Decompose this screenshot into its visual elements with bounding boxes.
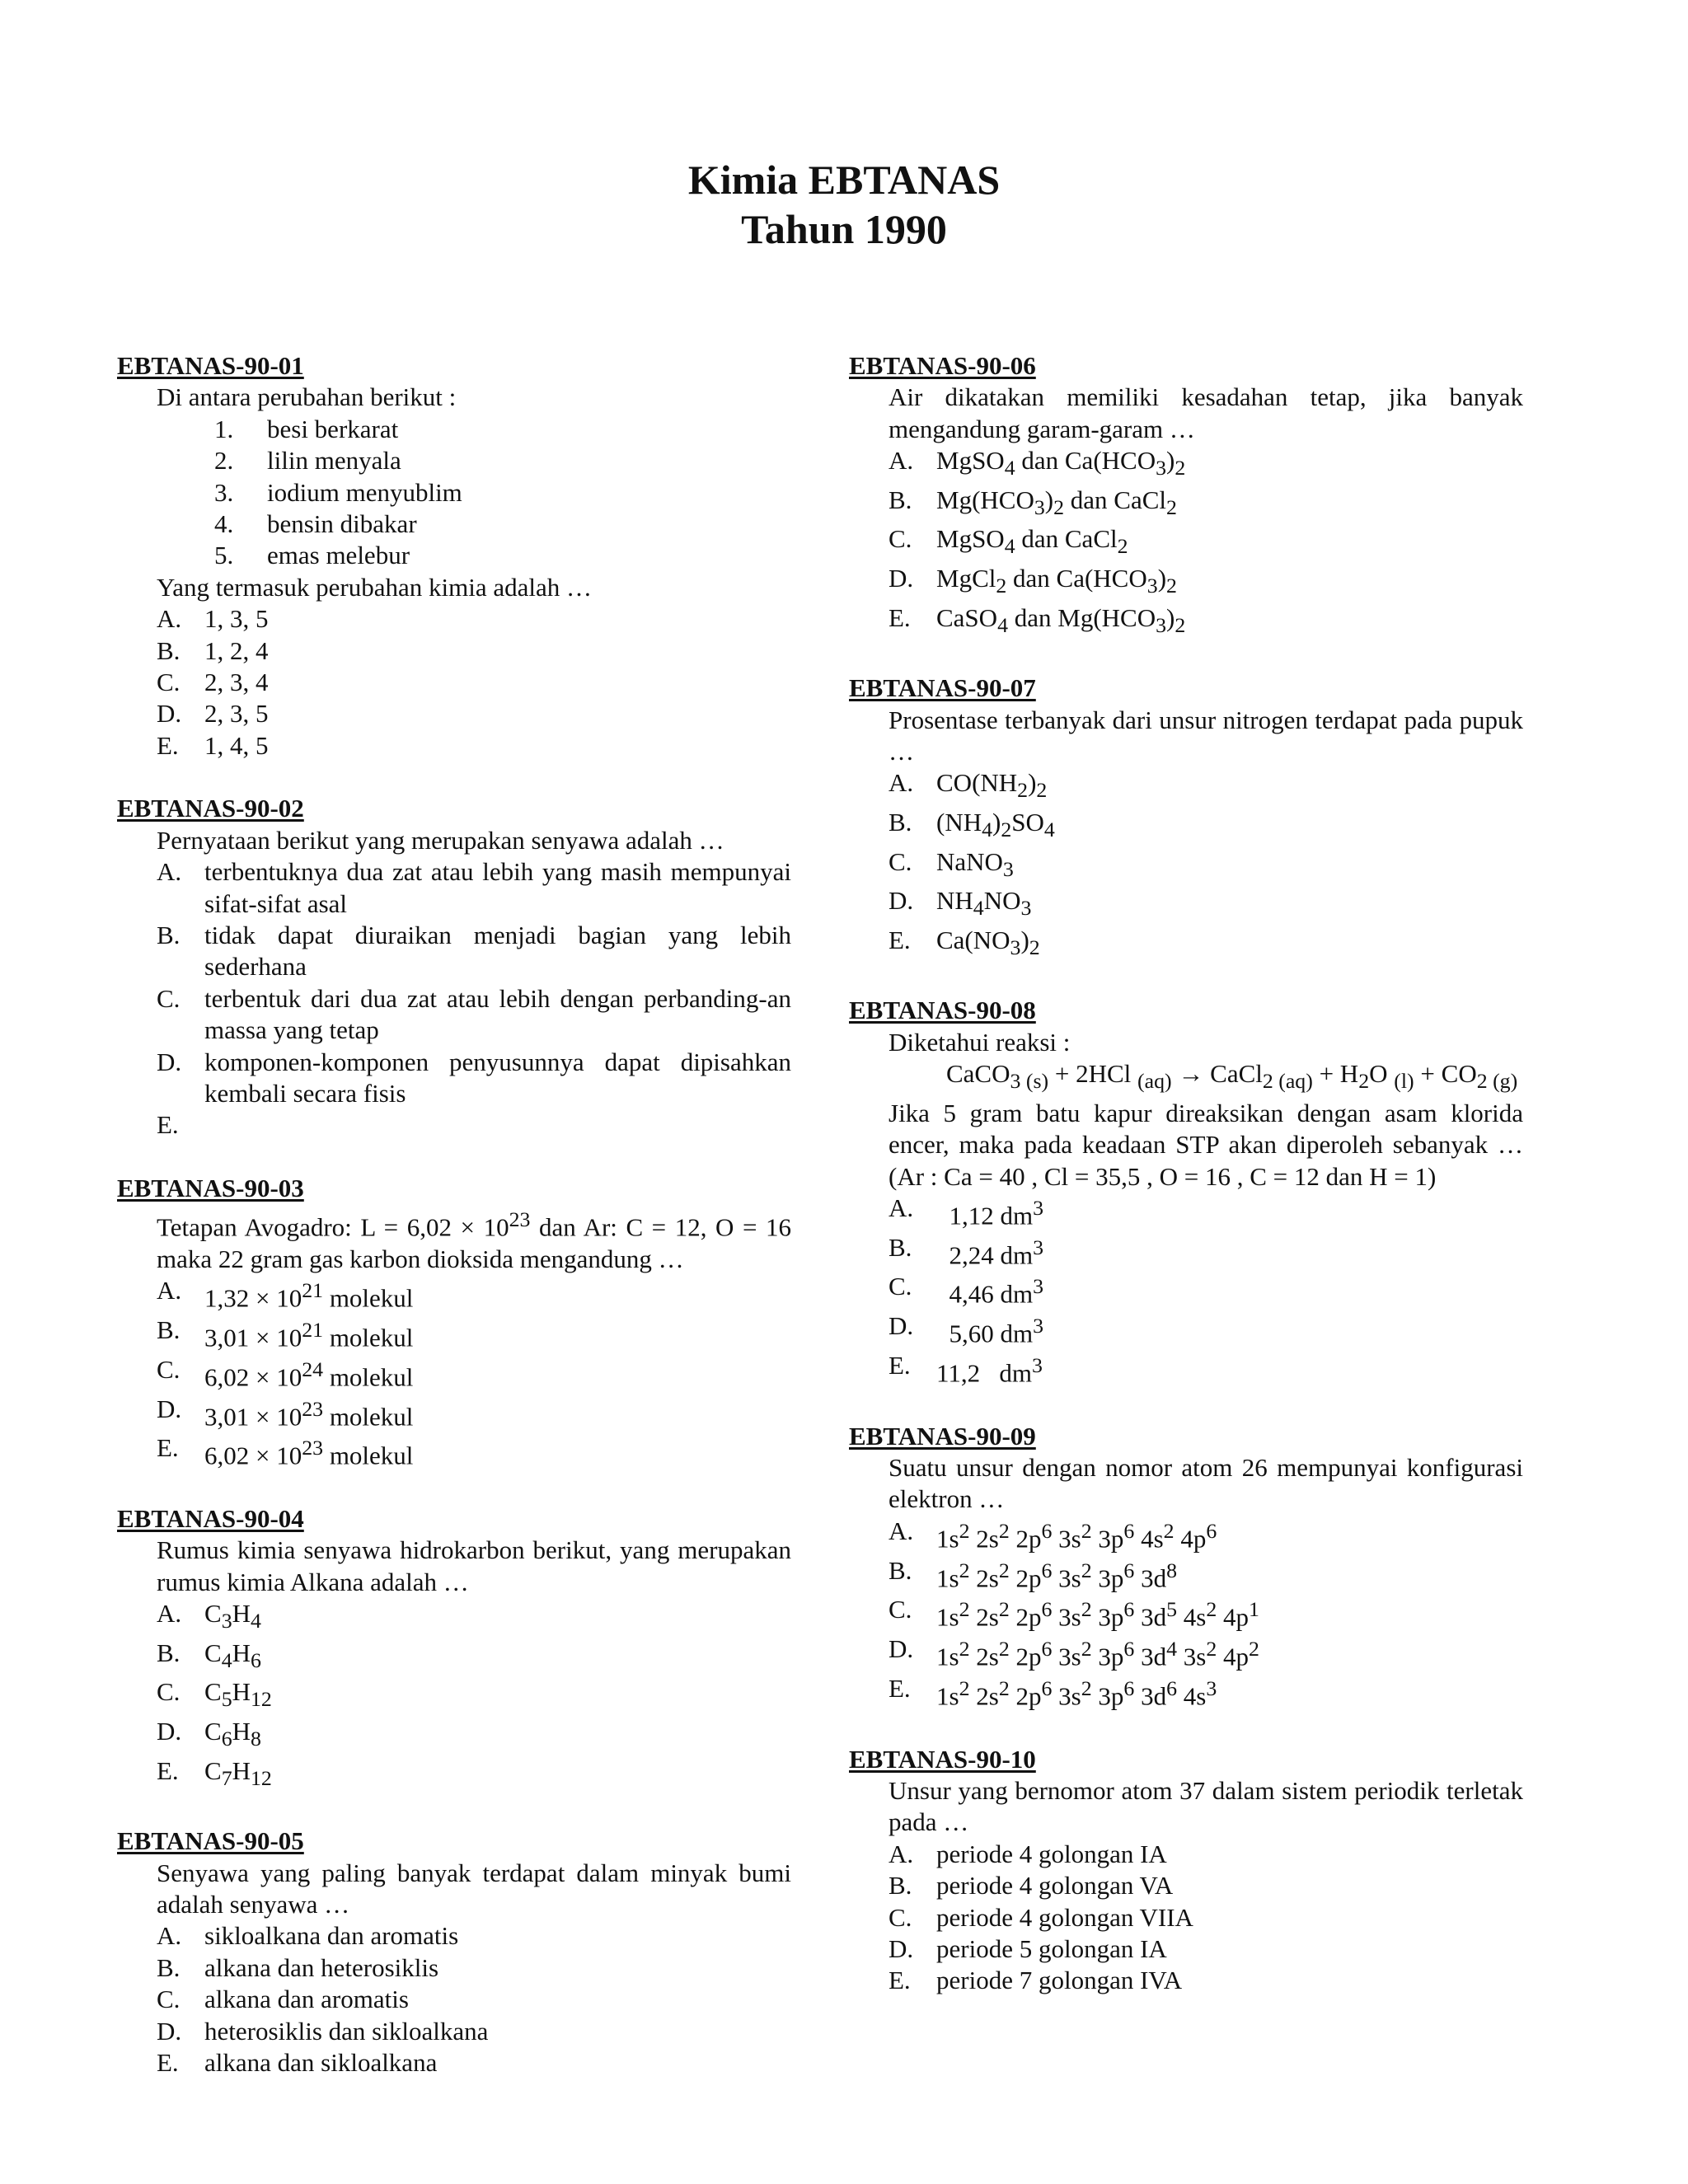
question-stem: Diketahui reaksi : [889,1027,1071,1057]
left-column [117,350,791,2110]
answer-option: A. terbentuknya dua zat atau lebih yang masih mempunyai sifat-sifat asal [157,857,791,918]
answer-option: A. MgSO$_4$ dan $Ca(HCO_3)_2$ [889,446,1186,480]
question-01 [117,350,791,762]
right-column [849,350,1523,2028]
question-09 [849,1421,1523,1713]
answer-option: C. 2, 3, 4 [157,668,269,697]
list-item: 2. lilin menyala [214,446,401,476]
answer-option: C. NaNO$_3$ [889,846,1014,881]
answer-option: D. MgCl$_2$ dan $Ca(HCO_3)_2$ [889,564,1177,598]
question-stem: Pernyataan berikut yang merupakan senyawa adalah … [157,825,724,855]
answer-option: A. 1, 3, 5 [157,604,269,634]
question-code: EBTANAS-90-08 [849,996,1036,1025]
answer-option: B. tidak dapat diuraikan menjadi bagian yang lebih sederhana [157,920,791,982]
question-stem: Tetapan Avogadro: $L = 6,02 \times 10^{23}$ dan Ar: C = 12, O = 16 maka 22 gram gas karbon dioksida mengandung … [157,1207,791,1273]
question-code: EBTANAS-90-04 [117,1503,304,1533]
question-04 [117,1503,791,1794]
question-stem: Di antara perubahan berikut : [157,382,457,412]
answer-option: C. $6,02 \times 10^{24}$ molekul [157,1354,414,1392]
question-06 [849,350,1523,641]
question-code: EBTANAS-90-09 [849,1421,1036,1451]
title-line-1: Kimia EBTANAS [687,157,1001,203]
answer-option: C. terbentuk dari dua zat atau lebih dengan perbanding-an massa yang tetap [157,983,791,1045]
answer-option: E. periode 7 golongan IVA [889,1966,1183,1995]
list-item: 3. iodium menyublim [214,477,462,507]
answer-option: B. 2,24 $dm^3$ [889,1232,1044,1270]
answer-option: A. 1,12 $dm^3$ [889,1193,1044,1230]
answer-option: D. $1s^2$ $2s^2$ $2p^6$ $3s^2$ $3p^6$ $3d^4$ $3s^2$ $4p^2$ [889,1634,1259,1671]
question-stem: Unsur yang bernomor atom 37 dalam sistem periodik terletak pada … [889,1775,1523,1837]
reaction-equation: CaCO$_{3 (s)}$ + 2HCl $_{(aq)}$ → CaCl$_{2 (aq)}$ + $H_2O$ $_{(l)} + CO_{2 (g)}$ [946,1059,1518,1094]
answer-option: A. $1s^2$ $2s^2$ $2p^6$ $3s^2$ $3p^6$ $4s^2$ $4p^6$ [889,1516,1217,1554]
answer-option: D. heterosiklis dan sikloalkana [157,2016,489,2046]
answer-option: E. $6,02 \times 10^{23}$ molekul [157,1433,414,1470]
question-code: EBTANAS-90-01 [117,351,304,380]
answer-option: E. 11,2 $dm^3$ [889,1350,1043,1388]
answer-option: C. $C_5H_{12}$ [157,1677,272,1712]
answer-option: E. alkana dan sikloalkana [157,2048,438,2077]
answer-option: B. $C_4H_6$ [157,1638,261,1672]
answer-option: D. 2, 3, 5 [157,699,269,729]
answer-option: B. $Mg(HCO_3)_2$ dan CaCl$_2$ [889,485,1177,519]
question-code: EBTANAS-90-02 [117,794,304,823]
question-stem: Rumus kimia senyawa hidrokarbon berikut, yang merupakan rumus kimia Alkana adalah … [157,1535,791,1596]
answer-option: E. $C_7H_{12}$ [157,1755,272,1790]
answer-option: E. CaSO$_4$ dan $Mg(HCO_3)_2$ [889,602,1186,637]
answer-option: A. $1,32 \times 10^{21}$ molekul [157,1276,414,1313]
answer-option: A. $CO(NH_2)_2$ [889,768,1048,803]
answer-option: B. 1, 2, 4 [157,635,269,665]
list-item: 1. besi berkarat [214,414,399,443]
question-stem: Suatu unsur dengan nomor atom 26 mempunyai konfigurasi elektron … [889,1453,1523,1514]
question-03 [117,1173,791,1472]
question-stem: Senyawa yang paling banyak terdapat dalam minyak bumi adalah senyawa … [157,1858,791,1919]
question-code: EBTANAS-90-06 [849,351,1036,380]
list-item: 5. emas melebur [214,541,410,570]
answer-option: B. $(NH_4)_2SO_4$ [889,808,1055,842]
question-02 [117,793,791,1141]
answer-option: A. sikloalkana dan aromatis [157,1921,459,1951]
answer-option: D. periode 5 golongan IA [889,1934,1167,1963]
answer-option: A. $C_3H_4$ [157,1599,261,1633]
question-code: EBTANAS-90-07 [849,673,1036,703]
answer-option: E. [157,1110,179,1140]
question-code: EBTANAS-90-10 [849,1744,1036,1774]
answer-option: C. alkana dan aromatis [157,1985,409,2014]
answer-option: D. $NH_4NO_3$ [889,886,1032,921]
question-stem: Air dikatakan memiliki kesadahan tetap, jika banyak mengandung garam-garam … [889,382,1523,443]
answer-option: C. 4,46 $dm^3$ [889,1272,1044,1309]
answer-option: E. $Ca(NO_3)_2$ [889,925,1040,959]
title-line-2: Tahun 1990 [741,206,947,252]
answer-option: D. 5,60 $dm^3$ [889,1311,1044,1348]
answer-option: B. $3,01 \times 10^{21}$ molekul [157,1315,414,1352]
answer-option: C. MgSO$_4$ dan CaCl$_2$ [889,524,1128,559]
answer-option: D. komponen-komponen penyusunnya dapat dipisahkan kembali secara fisis [157,1047,791,1108]
page-title [0,155,1688,254]
question-stem: Prosentase terbanyak dari unsur nitrogen terdapat pada pupuk … [889,705,1523,766]
question-prompt: Jika 5 gram batu kapur direaksikan dengan asam klorida encer, maka pada keadaan STP akan diperoleh sebanyak … (Ar : Ca = 40 , Cl = 35,5 , O = 16 , C = 12 dan H = 1) [889,1098,1523,1191]
question-05 [117,1825,791,2079]
answer-option: D. $C_6H_8$ [157,1716,261,1751]
list-item: 4. bensin dibakar [214,509,417,539]
answer-option: B. $1s^2$ $2s^2$ $2p^6$ $3s^2$ $3p^6$ $3d^8$ [889,1555,1178,1592]
question-code: EBTANAS-90-03 [117,1173,304,1202]
answer-option: A. periode 4 golongan IA [889,1839,1167,1868]
question-07 [849,673,1523,963]
answer-option: E. 1, 4, 5 [157,730,269,760]
answer-option: B. periode 4 golongan VA [889,1871,1174,1900]
answer-option: B. alkana dan heterosiklis [157,1952,439,1982]
question-10 [849,1744,1523,1997]
answer-option: E. $1s^2$ $2s^2$ $2p^6$ $3s^2$ $3p^6$ $3d^6$ $4s^3$ [889,1673,1217,1711]
answer-option: D. $3,01 \times 10^{23}$ molekul [157,1394,414,1431]
question-prompt: Yang termasuk perubahan kimia adalah … [157,572,593,602]
question-code: EBTANAS-90-05 [117,1826,304,1856]
question-08 [849,995,1523,1389]
answer-option: C. periode 4 golongan VIIA [889,1902,1193,1932]
answer-option: C. $1s^2$ $2s^2$ $2p^6$ $3s^2$ $3p^6$ $3d^5$ $4s^2$ $4p^1$ [889,1595,1259,1632]
